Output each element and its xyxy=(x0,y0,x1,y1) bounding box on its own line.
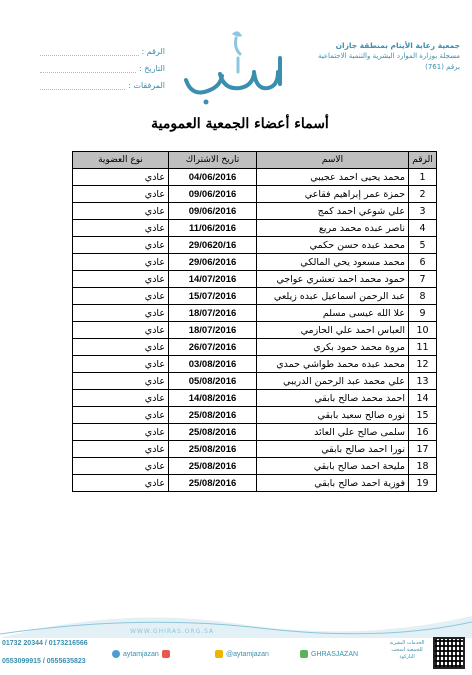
field-number: الرقم : xyxy=(40,42,165,56)
table-row xyxy=(73,373,437,390)
member-name: مليحة احمد صالح بابقي xyxy=(257,458,409,475)
membership-type: عادي xyxy=(73,271,169,288)
qr-code[interactable] xyxy=(433,637,465,669)
members-table xyxy=(72,151,437,492)
membership-type: عادي xyxy=(73,220,169,237)
membership-type: عادي xyxy=(73,390,169,407)
join-date: 18/07/2016 xyxy=(169,322,257,339)
org-name: جمعية رعاية الأيتام بمنطقة جازان xyxy=(335,41,460,50)
member-name: فوزية احمد صالح بابقي xyxy=(257,475,409,492)
organization-header xyxy=(290,40,460,73)
member-name: نوره صالح سعيد بابقي xyxy=(257,407,409,424)
join-date: 15/07/2016 xyxy=(169,288,257,305)
table-row xyxy=(73,237,437,254)
page-title: أسماء أعضاء الجمعية العمومية xyxy=(151,116,329,132)
table-row xyxy=(73,356,437,373)
website-text: WWW.GHIRAS.ORG.SA xyxy=(130,628,215,635)
email-icon xyxy=(162,650,170,658)
member-name: محمد يحيى احمد عجيبي xyxy=(257,169,409,186)
member-name: حمزة عمر إبراهيم فقاعي xyxy=(257,186,409,203)
join-date: 09/06/2016 xyxy=(169,186,257,203)
header-type: نوع العضوية xyxy=(73,152,169,169)
membership-type: عادي xyxy=(73,407,169,424)
join-date: 09/06/2016 xyxy=(169,203,257,220)
table-row xyxy=(73,169,437,186)
join-date: 04/06/2016 xyxy=(169,169,257,186)
join-date: 11/06/2016 xyxy=(169,220,257,237)
membership-type: عادي xyxy=(73,203,169,220)
org-registration: مسجلة بوزارة الموارد البشرية والتنمية الاجتماعية xyxy=(317,52,460,60)
row-number: 7 xyxy=(409,271,437,288)
join-date: 03/08/2016 xyxy=(169,356,257,373)
member-name: نورا احمد صالح بابقي xyxy=(257,441,409,458)
table-row xyxy=(73,322,437,339)
table-row xyxy=(73,203,437,220)
membership-type: عادي xyxy=(73,373,169,390)
join-date: 25/08/2016 xyxy=(169,475,257,492)
join-date: 25/08/2016 xyxy=(169,441,257,458)
row-number: 3 xyxy=(409,203,437,220)
row-number: 8 xyxy=(409,288,437,305)
table-row xyxy=(73,407,437,424)
membership-type: عادي xyxy=(73,458,169,475)
table-row xyxy=(73,441,437,458)
social-link-2[interactable]: @aytamjazan xyxy=(215,650,269,658)
member-name: علي شوعي احمد كمج xyxy=(257,203,409,220)
membership-type: عادي xyxy=(73,237,169,254)
footer-note: الخدمات البشرية للجمعية اسحب الباركود xyxy=(389,640,425,660)
member-name: ناصر عبده محمد مريع xyxy=(257,220,409,237)
member-name: عبد الرحمن اسماعيل عبده زيلعي xyxy=(257,288,409,305)
social-link-3[interactable]: GHRASJAZAN xyxy=(300,650,358,658)
header-name: الاسم xyxy=(257,152,409,169)
row-number: 11 xyxy=(409,339,437,356)
ghiras-logo xyxy=(176,28,294,108)
join-date: 25/08/2016 xyxy=(169,424,257,441)
field-date: التاريخ : xyxy=(40,59,165,73)
table-header-row xyxy=(73,152,437,169)
row-number: 13 xyxy=(409,373,437,390)
row-number: 17 xyxy=(409,441,437,458)
member-name: حمود محمد احمد تعشري عواجي xyxy=(257,271,409,288)
table-row xyxy=(73,271,437,288)
row-number: 5 xyxy=(409,237,437,254)
table-row xyxy=(73,390,437,407)
table-row xyxy=(73,424,437,441)
membership-type: عادي xyxy=(73,356,169,373)
member-name: محمد عبده محمد طواشي حمدي xyxy=(257,356,409,373)
phone-line-2: 0553099915 / 0555635823 xyxy=(2,658,86,665)
table-row xyxy=(73,186,437,203)
table-row xyxy=(73,475,437,492)
row-number: 14 xyxy=(409,390,437,407)
member-name: مروة محمد حمود بكري xyxy=(257,339,409,356)
row-number: 16 xyxy=(409,424,437,441)
row-number: 18 xyxy=(409,458,437,475)
table-row xyxy=(73,458,437,475)
join-date: 26/07/2016 xyxy=(169,339,257,356)
row-number: 15 xyxy=(409,407,437,424)
row-number: 9 xyxy=(409,305,437,322)
table-row xyxy=(73,339,437,356)
member-name: محمد مسعود يحي المالكي xyxy=(257,254,409,271)
membership-type: عادي xyxy=(73,475,169,492)
join-date: 05/08/2016 xyxy=(169,373,257,390)
row-number: 10 xyxy=(409,322,437,339)
header-date: تاريخ الاشتراك xyxy=(169,152,257,169)
row-number: 4 xyxy=(409,220,437,237)
member-name: سلمى صالح علي العائد xyxy=(257,424,409,441)
join-date: 29/06/2016 xyxy=(169,254,257,271)
field-attachments: المرفقات : xyxy=(40,76,165,90)
member-name: احمد محمد صالح بابقي xyxy=(257,390,409,407)
join-date: 18/07/2016 xyxy=(169,305,257,322)
membership-type: عادي xyxy=(73,254,169,271)
table-row xyxy=(73,220,437,237)
document-fields xyxy=(40,42,165,93)
footer-wave xyxy=(0,606,472,638)
header-num: الرقم xyxy=(409,152,437,169)
membership-type: عادي xyxy=(73,288,169,305)
snapchat-icon xyxy=(215,650,223,658)
join-date: 14/08/2016 xyxy=(169,390,257,407)
membership-type: عادي xyxy=(73,339,169,356)
join-date: 25/08/2016 xyxy=(169,458,257,475)
table-row xyxy=(73,254,437,271)
membership-type: عادي xyxy=(73,424,169,441)
table-row xyxy=(73,288,437,305)
membership-type: عادي xyxy=(73,169,169,186)
phone-line-1: 01732 20344 / 0173216566 xyxy=(2,640,88,647)
org-registration-number: برقم (761) xyxy=(425,63,460,71)
social-icon xyxy=(112,650,120,658)
phone-icon xyxy=(300,650,308,658)
member-name: محمد عبده حسن حكمي xyxy=(257,237,409,254)
row-number: 1 xyxy=(409,169,437,186)
join-date: 14/07/2016 xyxy=(169,271,257,288)
membership-type: عادي xyxy=(73,441,169,458)
row-number: 6 xyxy=(409,254,437,271)
membership-type: عادي xyxy=(73,322,169,339)
membership-type: عادي xyxy=(73,186,169,203)
row-number: 2 xyxy=(409,186,437,203)
membership-type: عادي xyxy=(73,305,169,322)
member-name: العباس احمد علي الحازمي xyxy=(257,322,409,339)
join-date: 25/08/2016 xyxy=(169,407,257,424)
social-link-1[interactable]: aytamjazan xyxy=(112,650,170,658)
join-date: 29/0620/16 xyxy=(169,237,257,254)
row-number: 19 xyxy=(409,475,437,492)
row-number: 12 xyxy=(409,356,437,373)
member-name: علا الله عيسى مسلم xyxy=(257,305,409,322)
member-name: علي محمد عبد الرحمن الدريبي xyxy=(257,373,409,390)
table-row xyxy=(73,305,437,322)
